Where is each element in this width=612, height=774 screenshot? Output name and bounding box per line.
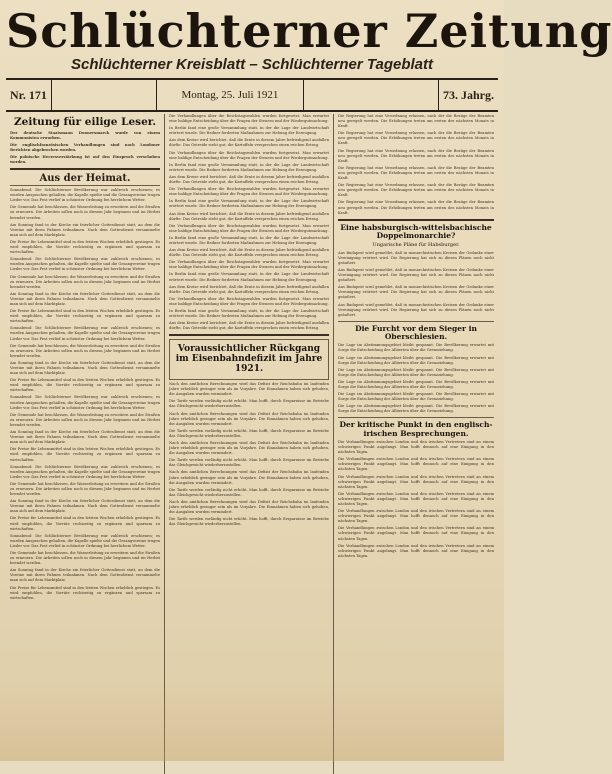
boxed-article	[169, 339, 329, 380]
column-right	[334, 114, 498, 774]
volume-year: 73. Jahrg.	[443, 87, 494, 102]
article-paragraph: Die Gemeinde hat beschlossen, die Wasserleitung zu erweitern und die Straßen zu erneuern. Die Arbeiten sollen noch in diesem Jahr beginnen und im Herbst beendet werden.	[10, 274, 160, 289]
headline-railway-deficit: Voraussichtlicher Rückgang im Eisenbahndefizit im Jahre 1921.	[175, 344, 323, 375]
article-paragraph: Nach den amtlichen Berechnungen wird das Defizit der Reichsbahn im laufenden Jahre erheblich geringer sein als im Vorjahre. Die Einnahmen haben sich gehoben, die Ausgaben wurden vermindert.	[169, 382, 329, 397]
brief-item: Die englischfranzösischen Verhandlungen sind noch Londoner Berichten abgebrochen worden.	[10, 142, 160, 152]
divider	[169, 334, 329, 336]
article-paragraph: Die Gemeinde hat beschlossen, die Wasserleitung zu erweitern und die Straßen zu erneuern. Die Arbeiten sollen noch in diesem Jahr beginnen und im Herbst beendet werden.	[10, 481, 160, 497]
article-paragraph: Am Sonntag fand in der Kirche ein feierlicher Gottesdienst statt, an dem die Vereine mit ihren Fahnen teilnahmen. Nach dem Gottesdienst versammelte man sich auf dem Marktplatz.	[10, 360, 160, 376]
article-paragraph: Aus dem Kreise wird berichtet, daß die Ernte in diesem Jahre befriedigend ausfallen dürfte. Das Getreide steht gut, die Kartoffeln versprechen einen reichen Ertrag.	[169, 284, 329, 294]
article-paragraph: In Berlin fand eine große Versammlung statt, in der die Lage der Landwirtschaft erörtert wurde. Die Redner forderten Maßnahmen zur Hebung der Erzeugung.	[169, 126, 329, 136]
article-paragraph: Sonnabend: Die Schlüchterner Bevölkerung war zahlreich erschienen; es wurden Ansprachen gehalten, die Kapelle spielte und die Gesangvereine trugen Lieder vor. Das Fest verlief in schönster Ordnung bei herrlichem Wetter.	[10, 188, 161, 203]
article-paragraph: In Berlin fand eine große Versammlung statt, in der die Lage der Landwirtschaft erörtert wurde. Die Redner forderten Maßnahmen zur Hebung der Erzeugung.	[169, 272, 329, 282]
article-paragraph: Die Regierung hat eine Verordnung erlassen, nach der die Bezüge der Beamten neu geregelt werden. Die Erhöhungen treten am ersten des nächsten Monats in Kraft.	[338, 200, 494, 215]
article-paragraph: Die Regierung hat eine Verordnung erlassen, nach der die Bezüge der Beamten neu geregelt werden. Die Erhöhungen treten am ersten des nächsten Monats in Kraft.	[338, 148, 494, 163]
article-paragraph: Die Regierung hat eine Verordnung erlassen, nach der die Bezüge der Beamten neu geregelt werden. Die Erhöhungen treten am ersten des nächsten Monats in Kraft.	[338, 183, 494, 198]
article-paragraph: Die Verhandlungen zwischen London und den irischen Vertretern sind an einem schwierigen Punkt angelangt. Man hofft dennoch auf eine Einigung in den nächsten Tagen.	[338, 457, 494, 472]
subheadline-hungarian-plans: Ungarische Pläne für Habsburger.	[372, 242, 460, 249]
article-paragraph: Aus dem Kreise wird berichtet, daß die Ernte in diesem Jahre befriedigend ausfallen dürfte. Das Getreide steht gut, die Kartoffeln versprechen einen reichen Ertrag.	[169, 211, 329, 221]
article-paragraph: Sonnabend: Die Schlüchterner Bevölkerung war zahlreich erschienen; es wurden Ansprachen gehalten, die Kapelle spielte und die Gesangvereine trugen Lieder vor. Das Fest verlief in schönster Ordnung bei herrlichem Wetter.	[10, 326, 161, 341]
article-paragraph: Die Lage im Abstimmungsgebiet bleibt gespannt. Die Bevölkerung erwartet mit Sorge die Entscheidung der Alliierten über die Grenzziehung.	[338, 392, 494, 402]
divider	[338, 417, 494, 418]
article-paragraph: Die Tarife werden vorläufig nicht erhöht. Man hofft, durch Ersparnisse im Betriebe das Gleichgewicht wiederherzustellen.	[169, 517, 329, 527]
article-paragraph: Die Preise für Lebensmittel sind in den letzten Wochen erheblich gestiegen. Es wird empfohlen, die Vorräte rechtzeitig zu ergänzen und sparsam zu wirtschaften.	[10, 585, 160, 600]
article-paragraph: Aus Budapest wird gemeldet, daß in monarchistischen Kreisen der Gedanke einer Vereinigung erörtert wird. Die Regierung hat sich zu diesen Plänen noch nicht geäußert.	[338, 267, 494, 283]
brief-item: Der deutsche Staatsmann Donnersmarck wurde von einem Kommunisten erworben.	[10, 130, 160, 140]
article-paragraph: Die Preise für Lebensmittel sind in den letzten Wochen erheblich gestiegen. Es wird empfohlen, die Vorräte rechtzeitig zu ergänzen und sparsam zu wirtschaften.	[10, 309, 160, 324]
article-paragraph: Die Tarife werden vorläufig nicht erhöht. Man hofft, durch Ersparnisse im Betriebe das Gleichgewicht wiederherzustellen.	[169, 399, 329, 409]
masthead-subtitle: Schlüchterner Kreisblatt – Schlüchterner Tageblatt	[70, 56, 434, 73]
article-paragraph: Sonnabend: Die Schlüchterner Bevölkerung war zahlreich erschienen; es wurden Ansprachen gehalten, die Kapelle spielte und die Gesangvereine trugen Lieder vor. Das Fest verlief in schönster Ordnung bei herrlichem Wetter.	[10, 533, 161, 548]
article-paragraph: Am Sonntag fand in der Kirche ein feierlicher Gottesdienst statt, an dem die Vereine mit ihren Fahnen teilnahmen. Nach dem Gottesdienst versammelte man sich auf dem Marktplatz.	[10, 291, 160, 306]
article-paragraph: Die Preise für Lebensmittel sind in den letzten Wochen erheblich gestiegen. Es wird empfohlen, die Vorräte rechtzeitig zu ergänzen und sparsam zu wirtschaften.	[10, 378, 160, 393]
article-paragraph: Die Tarife werden vorläufig nicht erhöht. Man hofft, durch Ersparnisse im Betriebe das Gleichgewicht wiederherzustellen.	[169, 458, 329, 468]
article-paragraph: Die Verhandlungen über die Reichstagswahlen wurden fortgesetzt. Man erwartet eine baldige Entscheidung über die Fragen der Steuern und der Wiedergutmachung.	[169, 187, 329, 197]
article-paragraph: Nach den amtlichen Berechnungen wird das Defizit der Reichsbahn im laufenden Jahre erheblich geringer sein als im Vorjahre. Die Einnahmen haben sich gehoben, die Ausgaben wurden vermindert.	[169, 411, 329, 426]
article-paragraph: Die Preise für Lebensmittel sind in den letzten Wochen erheblich gestiegen. Es wird empfohlen, die Vorräte rechtzeitig zu ergänzen und sparsam zu wirtschaften.	[10, 447, 160, 462]
article-paragraph: Die Preise für Lebensmittel sind in den letzten Wochen erheblich gestiegen. Es wird empfohlen, die Vorräte rechtzeitig zu ergänzen und sparsam zu wirtschaften.	[10, 239, 160, 255]
headline-english-irish: Der kritische Punkt in den englisch-irischen Besprechungen.	[339, 420, 493, 438]
column-middle	[164, 114, 334, 774]
article-paragraph: Die Verhandlungen über die Reichstagswahlen wurden fortgesetzt. Man erwartet eine baldige Entscheidung über die Fragen der Steuern und der Wiedergutmachung.	[169, 223, 329, 233]
article-paragraph: Die Lage im Abstimmungsgebiet bleibt gespannt. Die Bevölkerung erwartet mit Sorge die Entscheidung der Alliierten über die Grenzziehung.	[338, 343, 494, 353]
article-paragraph: Die Verhandlungen über die Reichstagswahlen wurden fortgesetzt. Man erwartet eine baldige Entscheidung über die Fragen der Steuern und der Wiedergutmachung.	[169, 150, 329, 160]
issue-date: Montag, 25. Juli 1921	[181, 89, 279, 101]
article-paragraph: Aus Budapest wird gemeldet, daß in monarchistischen Kreisen der Gedanke einer Vereinigung erörtert wird. Die Regierung hat sich zu diesen Plänen noch nicht geäußert.	[338, 250, 494, 265]
article-paragraph: In Berlin fand eine große Versammlung statt, in der die Lage der Landwirtschaft erörtert wurde. Die Redner forderten Maßnahmen zur Hebung der Erzeugung.	[169, 199, 329, 209]
article-columns	[6, 114, 498, 774]
column-left	[6, 114, 164, 774]
divider	[338, 219, 494, 221]
subscription-notice	[303, 80, 439, 110]
article-paragraph: Am Sonntag fand in der Kirche ein feierlicher Gottesdienst statt, an dem die Vereine mit ihren Fahnen teilnahmen. Nach dem Gottesdienst versammelte man sich auf dem Marktplatz.	[10, 499, 160, 514]
article-paragraph: Die Verhandlungen zwischen London und den irischen Vertretern sind an einem schwierigen Punkt angelangt. Man hofft dennoch auf eine Einigung in den nächsten Tagen.	[338, 509, 494, 524]
section-title-local: Aus der Heimat.	[10, 173, 160, 186]
article-paragraph: Die Verhandlungen über die Reichstagswahlen wurden fortgesetzt. Man erwartet eine baldige Entscheidung über die Fragen der Steuern und der Wiedergutmachung.	[169, 260, 329, 270]
article-paragraph: Die Lage im Abstimmungsgebiet bleibt gespannt. Die Bevölkerung erwartet mit Sorge die Entscheidung der Alliierten über die Grenzziehung.	[338, 367, 494, 377]
article-paragraph: Am Sonntag fand in der Kirche ein feierlicher Gottesdienst statt, an dem die Vereine mit ihren Fahnen teilnahmen. Nach dem Gottesdienst versammelte man sich auf dem Marktplatz.	[10, 222, 160, 237]
article-paragraph: In Berlin fand eine große Versammlung statt, in der die Lage der Landwirtschaft erörtert wurde. Die Redner forderten Maßnahmen zur Hebung der Erzeugung.	[169, 235, 329, 245]
article-paragraph: Aus dem Kreise wird berichtet, daß die Ernte in diesem Jahre befriedigend ausfallen dürfte. Das Getreide steht gut, die Kartoffeln versprechen einen reichen Ertrag.	[169, 321, 329, 331]
article-paragraph: Aus Budapest wird gemeldet, daß in monarchistischen Kreisen der Gedanke einer Vereinigung erörtert wird. Die Regierung hat sich zu diesen Plänen noch nicht geäußert.	[338, 302, 494, 317]
article-paragraph: Die Lage im Abstimmungsgebiet bleibt gespannt. Die Bevölkerung erwartet mit Sorge die Entscheidung der Alliierten über die Grenzziehung.	[338, 379, 494, 389]
issue-info-bar	[6, 78, 498, 112]
article-paragraph: Die Tarife werden vorläufig nicht erhöht. Man hofft, durch Ersparnisse im Betriebe das Gleichgewicht wiederherzustellen.	[169, 487, 329, 497]
article-paragraph: Die Verhandlungen zwischen London und den irischen Vertretern sind an einem schwierigen Punkt angelangt. Man hofft dennoch auf eine Einigung in den nächsten Tagen.	[338, 491, 494, 506]
article-paragraph: Die Gemeinde hat beschlossen, die Wasserleitung zu erweitern und die Straßen zu erneuern. Die Arbeiten sollen noch in diesem Jahr beginnen und im Herbst beendet werden.	[10, 343, 160, 358]
article-paragraph: Aus Budapest wird gemeldet, daß in monarchistischen Kreisen der Gedanke einer Vereinigung erörtert wird. Die Regierung hat sich zu diesen Plänen noch nicht geäußert.	[338, 285, 494, 300]
article-paragraph: Die Preise für Lebensmittel sind in den letzten Wochen erheblich gestiegen. Es wird empfohlen, die Vorräte rechtzeitig zu ergänzen und sparsam zu wirtschaften.	[10, 516, 160, 531]
article-paragraph: Die Verhandlungen über die Reichstagswahlen wurden fortgesetzt. Man erwartet eine baldige Entscheidung über die Fragen der Steuern und der Wiedergutmachung.	[169, 114, 329, 124]
headline-quick-news: Zeitung für eilige Leser.	[14, 116, 156, 128]
headline-double-monarchy: Eine habsburgisch-wittelsbachische Doppelmonarchie?	[340, 222, 492, 240]
article-paragraph: Aus dem Kreise wird berichtet, daß die Ernte in diesem Jahre befriedigend ausfallen dürfte. Das Getreide steht gut, die Kartoffeln versprechen einen reichen Ertrag.	[169, 248, 329, 258]
article-paragraph: Die Verhandlungen zwischen London und den irischen Vertretern sind an einem schwierigen Punkt angelangt. Man hofft dennoch auf eine Einigung in den nächsten Tagen.	[338, 439, 494, 455]
article-paragraph: Nach den amtlichen Berechnungen wird das Defizit der Reichsbahn im laufenden Jahre erheblich geringer sein als im Vorjahre. Die Einnahmen haben sich gehoben, die Ausgaben wurden vermindert.	[169, 440, 329, 456]
article-paragraph: Am Sonntag fand in der Kirche ein feierlicher Gottesdienst statt, an dem die Vereine mit ihren Fahnen teilnahmen. Nach dem Gottesdienst versammelte man sich auf dem Marktplatz.	[10, 568, 160, 583]
article-paragraph: Am Sonntag fand in der Kirche ein feierlicher Gottesdienst statt, an dem die Vereine mit ihren Fahnen teilnahmen. Nach dem Gottesdienst versammelte man sich auf dem Marktplatz.	[10, 430, 160, 445]
article-paragraph: Sonnabend: Die Schlüchterner Bevölkerung war zahlreich erschienen; es wurden Ansprachen gehalten, die Kapelle spielte und die Gesangvereine trugen Lieder vor. Das Fest verlief in schönster Ordnung bei herrlichem Wetter.	[10, 257, 161, 272]
publisher-notice	[51, 80, 157, 110]
article-paragraph: Die Regierung hat eine Verordnung erlassen, nach der die Bezüge der Beamten neu geregelt werden. Die Erhöhungen treten am ersten des nächsten Monats in Kraft.	[338, 165, 494, 181]
article-paragraph: Die Lage im Abstimmungsgebiet bleibt gespannt. Die Bevölkerung erwartet mit Sorge die Entscheidung der Alliierten über die Grenzziehung.	[338, 355, 494, 365]
article-paragraph: Die Gemeinde hat beschlossen, die Wasserleitung zu erweitern und die Straßen zu erneuern. Die Arbeiten sollen noch in diesem Jahr beginnen und im Herbst beendet werden.	[10, 205, 160, 220]
masthead-title: Schlüchterner Zeitung	[6, 4, 612, 58]
article-paragraph: Die Gemeinde hat beschlossen, die Wasserleitung zu erweitern und die Straßen zu erneuern. Die Arbeiten sollen noch in diesem Jahr beginnen und im Herbst beendet werden.	[10, 551, 160, 566]
article-paragraph: In Berlin fand eine große Versammlung statt, in der die Lage der Landwirtschaft erörtert wurde. Die Redner forderten Maßnahmen zur Hebung der Erzeugung.	[169, 309, 329, 319]
article-paragraph: Die Regierung hat eine Verordnung erlassen, nach der die Bezüge der Beamten neu geregelt werden. Die Erhöhungen treten am ersten des nächsten Monats in Kraft.	[338, 131, 494, 146]
article-paragraph: Die Verhandlungen zwischen London und den irischen Vertretern sind an einem schwierigen Punkt angelangt. Man hofft dennoch auf eine Einigung in den nächsten Tagen.	[338, 474, 494, 489]
article-paragraph: In Berlin fand eine große Versammlung statt, in der die Lage der Landwirtschaft erörtert wurde. Die Redner forderten Maßnahmen zur Hebung der Erzeugung.	[169, 162, 329, 172]
article-paragraph: Die Verhandlungen zwischen London und den irischen Vertretern sind an einem schwierigen Punkt angelangt. Man hofft dennoch auf eine Einigung in den nächsten Tagen.	[338, 543, 494, 558]
article-paragraph: Die Verhandlungen über die Reichstagswahlen wurden fortgesetzt. Man erwartet eine baldige Entscheidung über die Fragen der Steuern und der Wiedergutmachung.	[169, 296, 329, 306]
brief-item: Die polnische Heeresverstärkung ist auf den Einspruch verschoben worden.	[10, 154, 160, 165]
headline-fear-upper-silesia: Die Furcht vor dem Sieger in Oberschlesien.	[355, 323, 477, 342]
article-paragraph: Nach den amtlichen Berechnungen wird das Defizit der Reichsbahn im laufenden Jahre erheblich geringer sein als im Vorjahre. Die Einnahmen haben sich gehoben, die Ausgaben wurden vermindert.	[169, 499, 329, 515]
article-paragraph: Die Gemeinde hat beschlossen, die Wasserleitung zu erweitern und die Straßen zu erneuern. Die Arbeiten sollen noch in diesem Jahr beginnen und im Herbst beendet werden.	[10, 412, 160, 427]
article-paragraph: Aus dem Kreise wird berichtet, daß die Ernte in diesem Jahre befriedigend ausfallen dürfte. Das Getreide steht gut, die Kartoffeln versprechen einen reichen Ertrag.	[169, 138, 329, 148]
article-paragraph: Die Verhandlungen zwischen London und den irischen Vertretern sind an einem schwierigen Punkt angelangt. Man hofft dennoch auf eine Einigung in den nächsten Tagen.	[338, 526, 494, 541]
article-paragraph: Sonnabend: Die Schlüchterner Bevölkerung war zahlreich erschienen; es wurden Ansprachen gehalten, die Kapelle spielte und die Gesangvereine trugen Lieder vor. Das Fest verlief in schönster Ordnung bei herrlichem Wetter.	[10, 464, 161, 479]
article-paragraph: Die Regierung hat eine Verordnung erlassen, nach der die Bezüge der Beamten neu geregelt werden. Die Erhöhungen treten am ersten des nächsten Monats in Kraft.	[338, 114, 494, 129]
article-paragraph: Sonnabend: Die Schlüchterner Bevölkerung war zahlreich erschienen; es wurden Ansprachen gehalten, die Kapelle spielte und die Gesangvereine trugen Lieder vor. Das Fest verlief in schönster Ordnung bei herrlichem Wetter.	[10, 395, 161, 410]
article-paragraph: Die Lage im Abstimmungsgebiet bleibt gespannt. Die Bevölkerung erwartet mit Sorge die Entscheidung der Alliierten über die Grenzziehung.	[338, 404, 494, 414]
divider	[10, 168, 160, 170]
divider	[338, 321, 494, 322]
issue-number: Nr. 171	[10, 87, 47, 102]
article-paragraph: Nach den amtlichen Berechnungen wird das Defizit der Reichsbahn im laufenden Jahre erheblich geringer sein als im Vorjahre. Die Einnahmen haben sich gehoben, die Ausgaben wurden vermindert.	[169, 470, 329, 485]
article-paragraph: Aus dem Kreise wird berichtet, daß die Ernte in diesem Jahre befriedigend ausfallen dürfte. Das Getreide steht gut, die Kartoffeln versprechen einen reichen Ertrag.	[169, 174, 329, 185]
article-paragraph: Die Tarife werden vorläufig nicht erhöht. Man hofft, durch Ersparnisse im Betriebe das Gleichgewicht wiederherzustellen.	[169, 428, 329, 438]
